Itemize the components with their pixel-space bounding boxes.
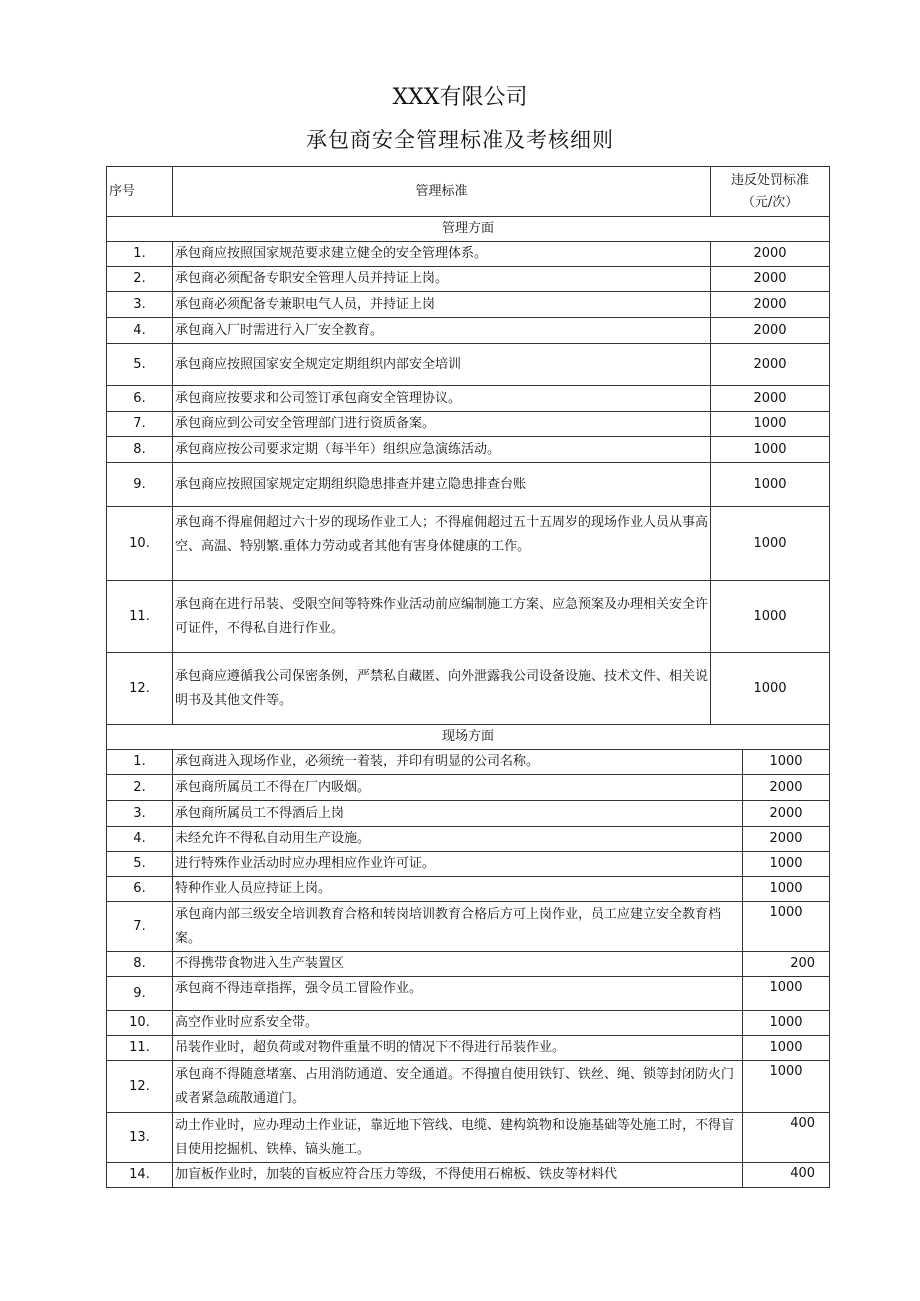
table-row (107, 1061, 830, 1113)
row-standard: 未经允许不得私自动用生产设施。 (173, 827, 743, 852)
table-row (107, 1163, 830, 1188)
row-num: 6. (107, 386, 173, 412)
table-row (107, 750, 830, 775)
row-num: 10. (107, 1011, 173, 1036)
section-row-management (107, 217, 830, 242)
table-row (107, 463, 830, 507)
row-num: 12. (107, 653, 173, 725)
row-standard: 高空作业时应系安全带。 (173, 1011, 743, 1036)
row-num: 2. (107, 267, 173, 292)
row-penalty: 2000 (711, 242, 830, 267)
row-penalty: 1000 (711, 437, 830, 463)
header-num: 序号 (107, 167, 173, 217)
table-row (107, 1011, 830, 1036)
row-penalty: 1000 (711, 653, 830, 725)
row-penalty: 1000 (743, 852, 830, 877)
row-num: 1. (107, 242, 173, 267)
table-row (107, 902, 830, 952)
row-penalty: 200 (743, 952, 830, 977)
row-num: 9. (107, 977, 173, 1011)
row-penalty: 1000 (743, 977, 830, 1011)
row-num: 8. (107, 437, 173, 463)
table-row (107, 437, 830, 463)
table-row (107, 1036, 830, 1061)
row-penalty: 400 (743, 1163, 830, 1188)
table-row (107, 775, 830, 801)
row-standard: 承包商在进行吊装、受限空间等特殊作业活动前应编制施工方案、应急预案及办理相关安全许可证件，不得私自进行作业。 (173, 581, 711, 653)
row-standard: 承包商应按照国家规范要求建立健全的安全管理体系。 (173, 242, 711, 267)
row-standard: 承包商应按照国家规定定期组织隐患排查并建立隐患排查台账 (173, 463, 711, 507)
section-management: 管理方面 (107, 217, 830, 242)
table-row (107, 318, 830, 344)
row-standard: 不得携带食物进入生产装置区 (173, 952, 743, 977)
row-standard: 承包商内部三级安全培训教育合格和转岗培训教育合格后方可上岗作业，员工应建立安全教育档案。 (173, 902, 743, 952)
row-penalty: 1000 (743, 877, 830, 902)
row-num: 10. (107, 507, 173, 581)
table-row (107, 581, 830, 653)
row-standard: 承包商所属员工不得在厂内吸烟。 (173, 775, 743, 801)
header-row (107, 167, 830, 217)
row-penalty: 1000 (711, 507, 830, 581)
row-num: 2. (107, 775, 173, 801)
table-row (107, 1113, 830, 1163)
table-row (107, 801, 830, 827)
table-row (107, 877, 830, 902)
row-standard: 动土作业时，应办理动土作业证，靠近地下管线、电缆、建构筑物和设施基础等处施工时，不得盲目使用挖掘机、铁棒、镐头施工。 (173, 1113, 743, 1163)
row-penalty: 2000 (711, 292, 830, 318)
section-field: 现场方面 (107, 725, 830, 750)
row-standard: 承包商必须配备专兼职电气人员，并持证上岗 (173, 292, 711, 318)
row-penalty: 400 (743, 1113, 830, 1163)
table-row (107, 344, 830, 386)
table-row (107, 977, 830, 1011)
row-num: 5. (107, 852, 173, 877)
company-name: XXX有限公司 (392, 85, 528, 110)
row-standard: 承包商应按要求和公司签订承包商安全管理协议。 (173, 386, 711, 412)
row-penalty: 2000 (743, 827, 830, 852)
row-standard: 进行特殊作业活动时应办理相应作业许可证。 (173, 852, 743, 877)
table-row (107, 507, 830, 581)
row-num: 8. (107, 952, 173, 977)
row-penalty: 2000 (711, 318, 830, 344)
document-title: 承包商安全管理标准及考核细则 (306, 128, 614, 152)
row-standard: 承包商不得雇佣超过六十岁的现场作业工人；不得雇佣超过五十五周岁的现场作业人员从事高空、高温、特别繁.重体力劳动或者其他有害身体健康的工作。 (173, 507, 711, 581)
row-standard: 承包商所属员工不得酒后上岗 (173, 801, 743, 827)
row-num: 5. (107, 344, 173, 386)
row-penalty: 1000 (743, 1061, 830, 1113)
table-row (107, 412, 830, 437)
row-num: 11. (107, 581, 173, 653)
row-penalty: 1000 (743, 1011, 830, 1036)
row-num: 7. (107, 902, 173, 952)
row-standard: 承包商入厂时需进行入厂安全教育。 (173, 318, 711, 344)
header-standard: 管理标准 (173, 167, 711, 217)
row-num: 4. (107, 318, 173, 344)
row-num: 14. (107, 1163, 173, 1188)
row-standard: 承包商应按公司要求定期（每半年）组织应急演练活动。 (173, 437, 711, 463)
row-penalty: 2000 (743, 775, 830, 801)
table-row (107, 292, 830, 318)
row-standard: 承包商不得随意堵塞、占用消防通道、安全通道。不得擅自使用铁钉、铁丝、绳、锁等封闭防火门或者紧急疏散通道门。 (173, 1061, 743, 1113)
row-penalty: 2000 (743, 801, 830, 827)
header-penalty-line2: （元/次） (741, 194, 799, 210)
row-standard: 特种作业人员应持证上岗。 (173, 877, 743, 902)
table-row (107, 852, 830, 877)
row-standard: 承包商应按照国家安全规定定期组织内部安全培训 (173, 344, 711, 386)
table-row (107, 386, 830, 412)
row-standard: 加盲板作业时，加装的盲板应符合压力等级，不得使用石棉板、铁皮等材料代 (173, 1163, 743, 1188)
header-penalty-line1: 违反处罚标准 (731, 172, 810, 188)
table-row (107, 242, 830, 267)
row-standard: 承包商不得违章指挥，强令员工冒险作业。 (173, 977, 743, 1011)
row-num: 12. (107, 1061, 173, 1113)
row-num: 13. (107, 1113, 173, 1163)
row-penalty: 1000 (743, 1036, 830, 1061)
table-row (107, 952, 830, 977)
row-standard: 承包商应遵循我公司保密条例，严禁私自藏匿、向外泄露我公司设备设施、技术文件、相关说明书及其他文件等。 (173, 653, 711, 725)
standards-table (106, 166, 830, 1188)
table-row (107, 267, 830, 292)
row-penalty: 2000 (711, 267, 830, 292)
row-penalty: 1000 (711, 581, 830, 653)
header-penalty (711, 167, 830, 217)
row-penalty: 1000 (711, 412, 830, 437)
row-num: 3. (107, 801, 173, 827)
section-row-field (107, 725, 830, 750)
row-num: 9. (107, 463, 173, 507)
row-num: 3. (107, 292, 173, 318)
row-penalty: 2000 (711, 344, 830, 386)
row-standard: 承包商进入现场作业，必须统一着装，并印有明显的公司名称。 (173, 750, 743, 775)
row-penalty: 1000 (743, 750, 830, 775)
row-num: 1. (107, 750, 173, 775)
row-penalty: 1000 (711, 463, 830, 507)
row-standard: 承包商必须配备专职安全管理人员并持证上岗。 (173, 267, 711, 292)
row-penalty: 1000 (743, 902, 830, 952)
row-standard: 吊装作业时，超负荷或对物件重量不明的情况下不得进行吊装作业。 (173, 1036, 743, 1061)
row-penalty: 2000 (711, 386, 830, 412)
row-num: 7. (107, 412, 173, 437)
table-row (107, 653, 830, 725)
row-num: 11. (107, 1036, 173, 1061)
row-num: 6. (107, 877, 173, 902)
row-num: 4. (107, 827, 173, 852)
table-row (107, 827, 830, 852)
row-standard: 承包商应到公司安全管理部门进行资质备案。 (173, 412, 711, 437)
